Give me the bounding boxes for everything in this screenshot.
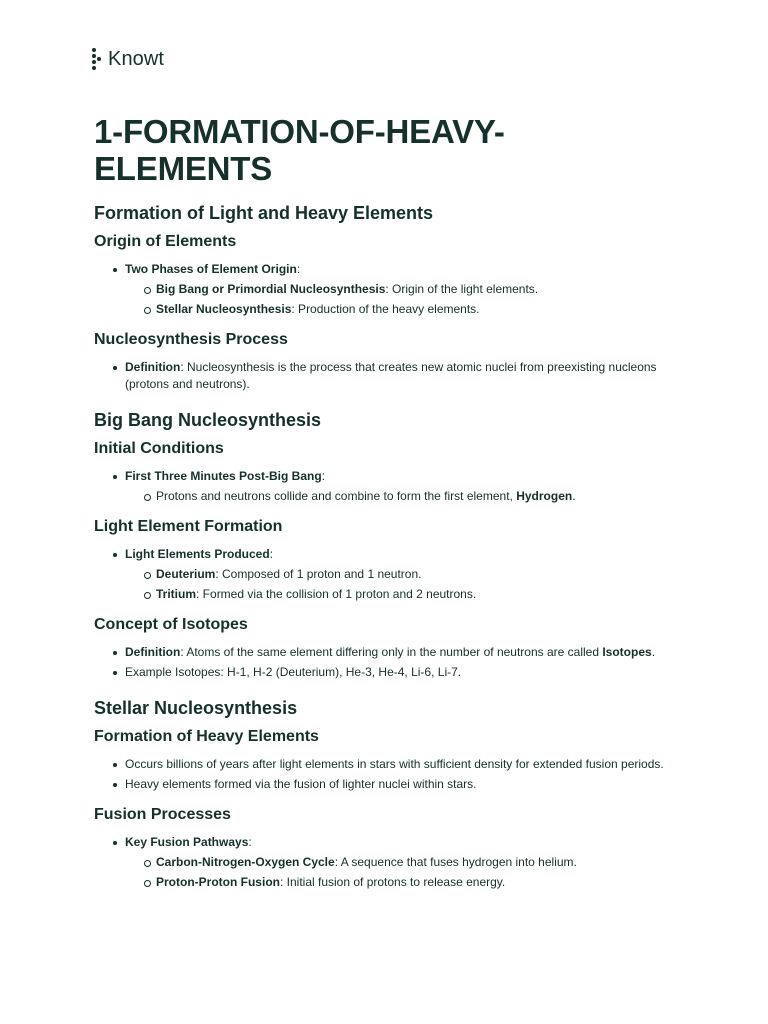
fusion-sublist — [125, 854, 664, 891]
knowt-logo — [92, 48, 164, 70]
light-sublist — [125, 566, 664, 603]
origin-list — [94, 261, 664, 318]
list-item: First Three Minutes Post-Big Bang: Protons and neutrons collide and combine to form the first element, Hydrogen. — [125, 468, 664, 505]
process-list — [94, 359, 664, 393]
fusion-list — [94, 834, 664, 891]
knowt-logo-icon — [92, 48, 102, 70]
subheading-initial-conditions: Initial Conditions — [94, 440, 224, 457]
list-item: Definition: Atoms of the same element differing only in the number of neutrons are called Isotopes. — [125, 644, 664, 661]
list-item: Heavy elements formed via the fusion of lighter nuclei within stars. — [125, 776, 664, 793]
list-item: Deuterium: Composed of 1 proton and 1 neutron. — [156, 566, 664, 583]
section-heading-big-bang: Big Bang Nucleosynthesis — [94, 410, 322, 430]
list-item: Tritium: Formed via the collision of 1 proton and 2 neutrons. — [156, 586, 664, 603]
heavy-list — [94, 756, 664, 793]
list-item: Carbon-Nitrogen-Oxygen Cycle: A sequence that fuses hydrogen into helium. — [156, 854, 664, 871]
list-item: Big Bang or Primordial Nucleosynthesis: Origin of the light elements. — [156, 281, 664, 298]
subheading-formation-of-heavy-elements: Formation of Heavy Elements — [94, 728, 319, 745]
document-body — [94, 113, 664, 894]
list-item: Definition: Nucleosynthesis is the process that creates new atomic nuclei from preexisting nucleons (protons and neutrons). — [125, 359, 664, 393]
initial-sublist — [125, 488, 664, 505]
list-item: Key Fusion Pathways: Carbon-Nitrogen-Oxygen Cycle: A sequence that fuses hydrogen into helium. Proton-Proton Fusion: Initial fusion of protons to release energy. — [125, 834, 664, 891]
subheading-light-element-formation: Light Element Formation — [94, 518, 283, 535]
subheading-concept-of-isotopes: Concept of Isotopes — [94, 616, 248, 633]
list-item: Proton-Proton Fusion: Initial fusion of protons to release energy. — [156, 874, 664, 891]
list-item: Protons and neutrons collide and combine to form the first element, Hydrogen. — [156, 488, 664, 505]
light-list — [94, 546, 664, 603]
subheading-origin-of-elements: Origin of Elements — [94, 233, 237, 250]
brand-name: Knowt — [108, 48, 165, 70]
list-item: Occurs billions of years after light elements in stars with sufficient density for extended fusion periods. — [125, 757, 664, 771]
list-item: Example Isotopes: H-1, H-2 (Deuterium), He-3, He-4, Li-6, Li-7. — [125, 664, 664, 681]
list-item: Stellar Nucleosynthesis: Production of the heavy elements. — [156, 301, 664, 318]
initial-list — [94, 468, 664, 505]
section-heading-formation: Formation of Light and Heavy Elements — [94, 203, 434, 223]
page-title: 1-FORMATION-OF-HEAVY-ELEMENTS — [94, 113, 505, 187]
section-heading-stellar: Stellar Nucleosynthesis — [94, 698, 298, 718]
list-item: Two Phases of Element Origin: Big Bang or Primordial Nucleosynthesis: Origin of the light elements. Stellar Nucleosynthesis: Production of the heavy elements. — [125, 261, 664, 318]
list-item: Light Elements Produced: Deuterium: Composed of 1 proton and 1 neutron. Tritium: Formed via the collision of 1 proton and 2 neutrons. — [125, 546, 664, 603]
origin-sublist — [125, 281, 664, 318]
subheading-fusion-processes: Fusion Processes — [94, 806, 231, 823]
subheading-nucleosynthesis-process: Nucleosynthesis Process — [94, 331, 288, 348]
isotopes-list — [94, 644, 664, 681]
